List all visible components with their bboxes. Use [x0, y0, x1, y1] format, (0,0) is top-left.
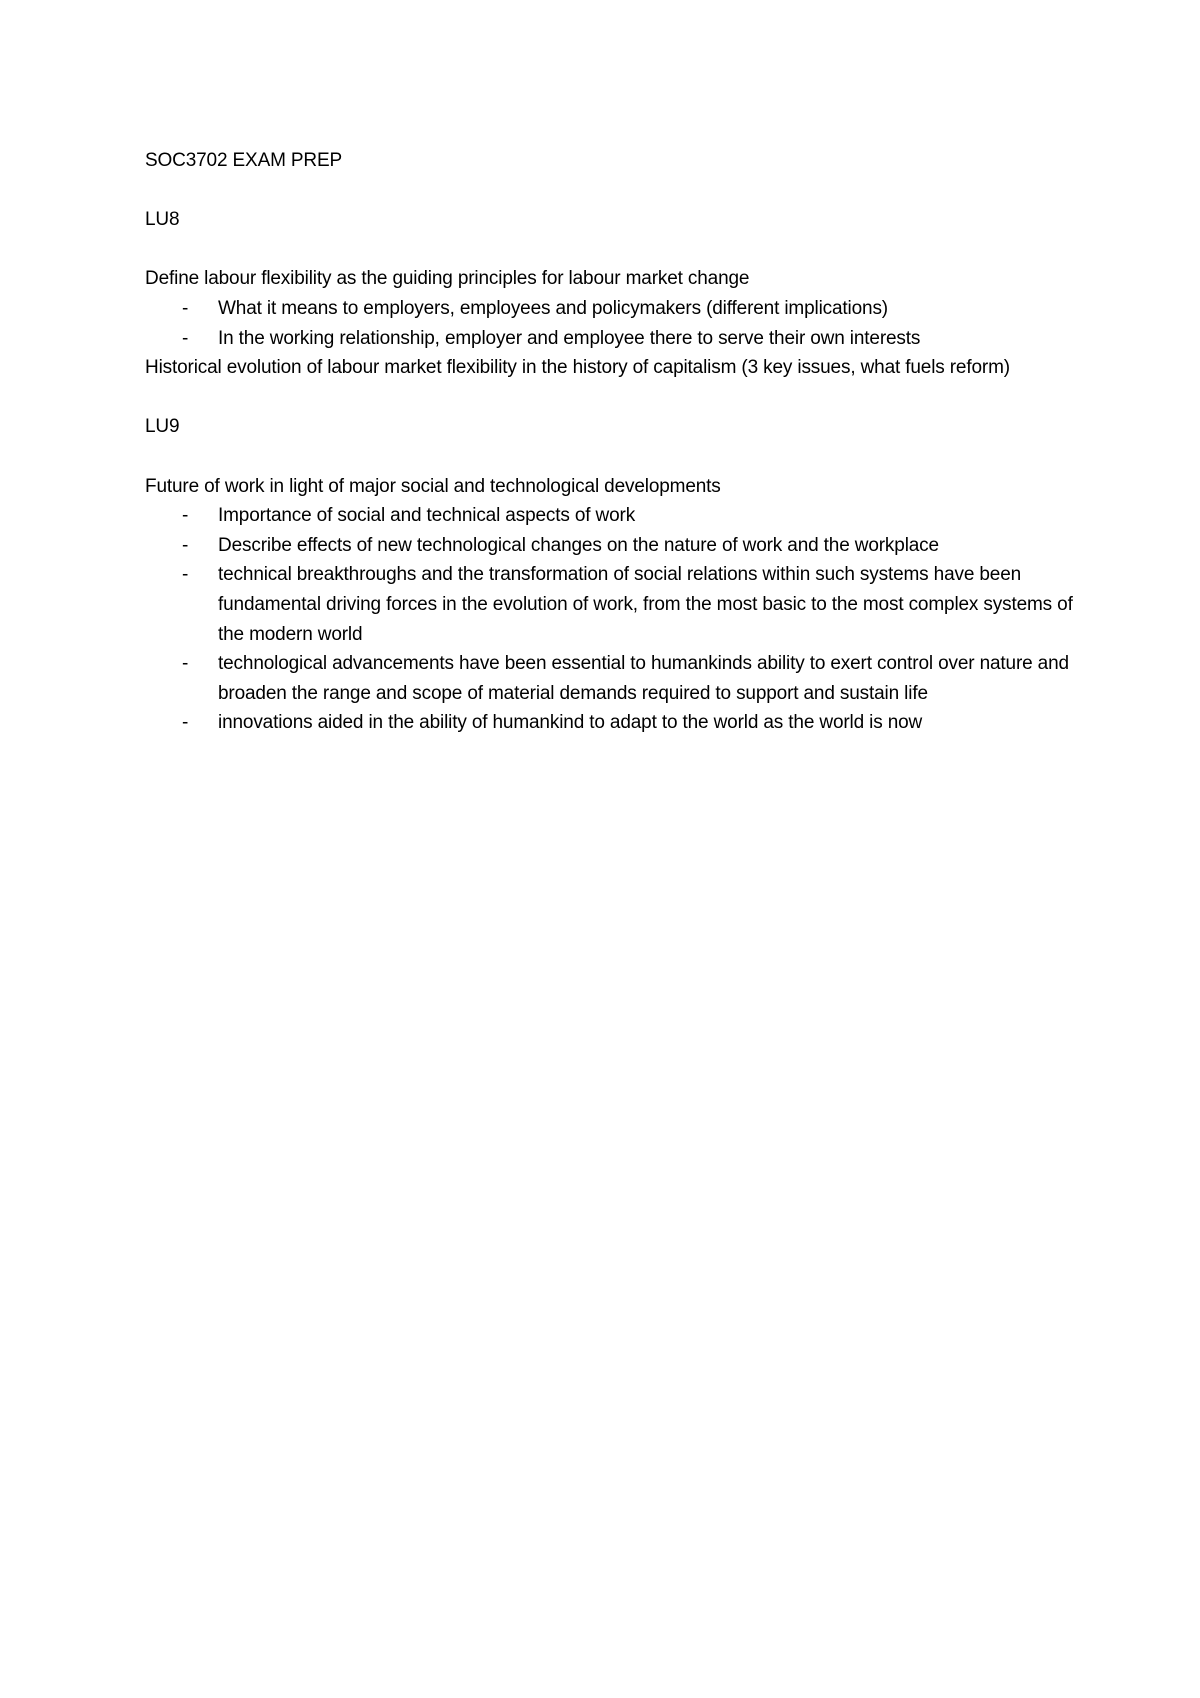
list-item	[145, 649, 1075, 708]
bullet-dash: -	[182, 297, 189, 319]
bullet-dash: -	[182, 564, 189, 586]
topic-line: Future of work in light of major social and technological developments	[145, 475, 721, 497]
document-title: SOC3702 EXAM PREP	[145, 150, 343, 171]
blank-line	[145, 235, 1075, 265]
section-heading-lu9: LU9	[145, 416, 180, 438]
bullet-dash: -	[182, 534, 189, 556]
list-item	[145, 501, 1075, 531]
list-item-text: innovations aided in the ability of humankind to adapt to the world as the world is now	[218, 712, 923, 734]
list-item	[145, 324, 1075, 354]
document-body	[145, 146, 1075, 738]
bullet-list	[145, 294, 1075, 353]
list-item-text: technical breakthroughs and the transformation of social relations within such systems have been fundamental driving forces in the evolution of work, from the most basic to the most complex systems of the modern world	[218, 564, 1073, 645]
bullet-dash: -	[182, 653, 189, 675]
blank-line	[145, 176, 1075, 206]
list-item	[145, 560, 1075, 649]
bullet-dash: -	[182, 327, 189, 349]
section-heading-lu8: LU8	[145, 209, 180, 231]
topic-line: Historical evolution of labour market flexibility in the history of capitalism (3 key issues, what fuels reform)	[145, 357, 1010, 379]
list-item-text: In the working relationship, employer and employee there to serve their own interests	[218, 327, 921, 349]
bullet-dash: -	[182, 712, 189, 734]
blank-line	[145, 442, 1075, 472]
list-item-text: technological advancements have been essential to humankinds ability to exert control over nature and broaden the range and scope of material demands required to support and sustain life	[218, 653, 1069, 704]
bullet-dash: -	[182, 505, 189, 527]
topic-line: Define labour flexibility as the guiding principles for labour market change	[145, 268, 750, 290]
list-item	[145, 708, 1075, 738]
bullet-list	[145, 501, 1075, 738]
list-item-text: Importance of social and technical aspects of work	[218, 505, 636, 527]
list-item	[145, 531, 1075, 561]
list-item	[145, 294, 1075, 324]
list-item-text: Describe effects of new technological changes on the nature of work and the workplace	[218, 534, 939, 556]
list-item-text: What it means to employers, employees and policymakers (different implications)	[218, 297, 888, 319]
blank-line	[145, 383, 1075, 413]
